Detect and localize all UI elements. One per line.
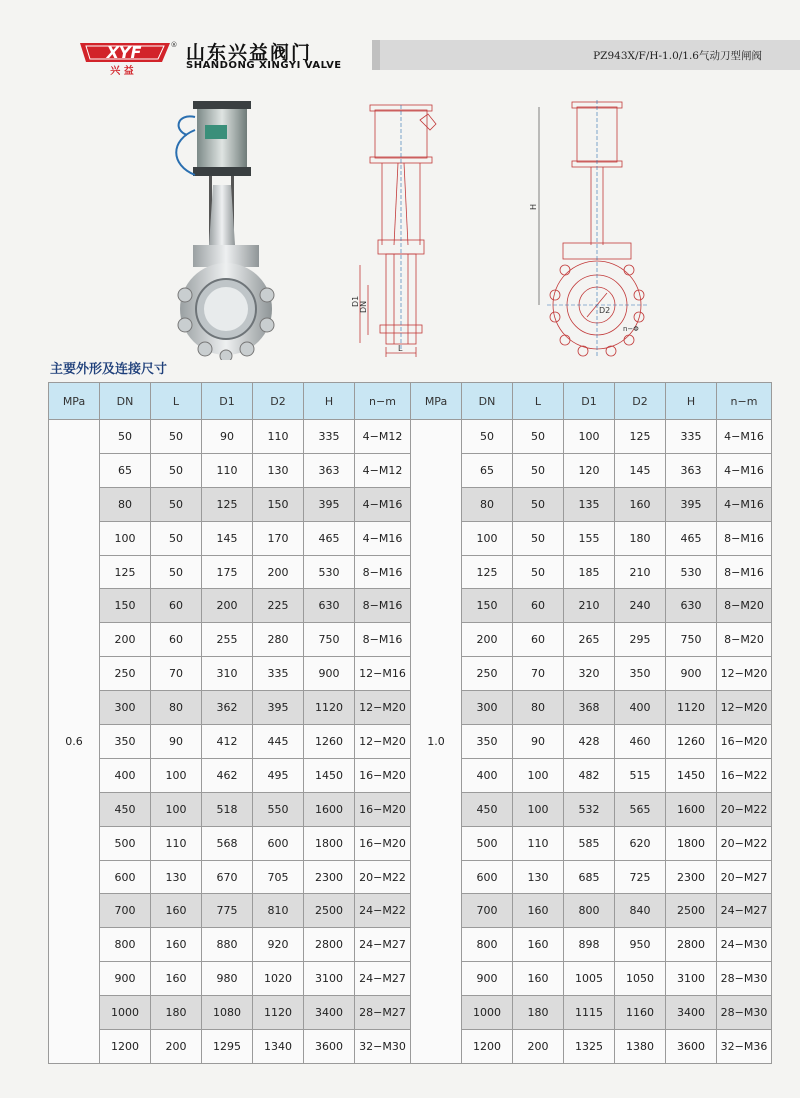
table-cell: 500 [462,826,513,860]
column-header: H [666,383,717,420]
title-band-accent [372,40,380,70]
table-cell: 65 [462,453,513,487]
table-cell: 200 [513,1030,564,1064]
table-row [49,1030,772,1064]
table-cell: 28−M30 [717,996,772,1030]
table-cell: 90 [151,725,202,759]
table-cell: 50 [513,453,564,487]
table-row [49,725,772,759]
column-header: DN [100,383,151,420]
table-cell: 460 [615,725,666,759]
table-cell: 110 [513,826,564,860]
table-cell: 1450 [666,758,717,792]
table-cell: 500 [100,826,151,860]
table-cell: 110 [202,453,253,487]
table-cell: 180 [151,996,202,1030]
table-cell: 750 [304,623,355,657]
table-cell: 445 [253,725,304,759]
table-cell: 335 [253,657,304,691]
table-cell: 250 [100,657,151,691]
table-cell: 920 [253,928,304,962]
table-cell: 150 [253,487,304,521]
table-cell: 840 [615,894,666,928]
table-cell: 412 [202,725,253,759]
table-cell: 70 [151,657,202,691]
table-cell: 1050 [615,962,666,996]
table-cell: 200 [151,1030,202,1064]
brand-name-en: SHANDONG XINGYI VALVE [186,60,342,71]
table-cell: 900 [666,657,717,691]
table-cell: 300 [462,691,513,725]
table-cell: 50 [151,555,202,589]
column-header: L [513,383,564,420]
table-cell: 400 [100,758,151,792]
table-cell: 1260 [304,725,355,759]
table-cell: 8−M16 [355,555,411,589]
table-cell: 280 [253,623,304,657]
table-cell: 50 [100,420,151,454]
table-cell: 515 [615,758,666,792]
label-d2: D2 [599,306,611,315]
table-cell: 1325 [564,1030,615,1064]
table-cell: 3100 [666,962,717,996]
table-cell: 565 [615,792,666,826]
table-cell: 100 [151,758,202,792]
table-row [49,487,772,521]
table-cell: 1600 [666,792,717,826]
dimensions-table [48,382,772,1064]
table-cell: 550 [253,792,304,826]
table-cell: 50 [151,521,202,555]
table-cell: 495 [253,758,304,792]
table-cell: 50 [151,487,202,521]
column-header: n−m [355,383,411,420]
table-cell: 125 [462,555,513,589]
table-cell: 1120 [666,691,717,725]
table-cell: 368 [564,691,615,725]
table-row [49,928,772,962]
table-cell: 1080 [202,996,253,1030]
table-row [49,521,772,555]
table-cell: 60 [151,623,202,657]
table-cell: 180 [615,521,666,555]
table-header-row [49,383,772,420]
table-cell: 50 [513,521,564,555]
table-cell: 1000 [462,996,513,1030]
table-cell: 100 [100,521,151,555]
product-title: PZ943X/F/H-1.0/1.6气动刀型闸阀 [593,50,762,62]
table-cell: 80 [462,487,513,521]
table-row [49,894,772,928]
table-cell: 2800 [666,928,717,962]
table-cell: 898 [564,928,615,962]
table-cell: 1450 [304,758,355,792]
table-cell: 20−M27 [717,860,772,894]
table-cell: 3400 [666,996,717,1030]
table-cell: 600 [462,860,513,894]
table-cell: 130 [253,453,304,487]
table-cell: 450 [100,792,151,826]
table-cell: 4−M12 [355,420,411,454]
table-cell: 350 [100,725,151,759]
table-cell: 125 [100,555,151,589]
table-cell: 465 [304,521,355,555]
table-cell: 225 [253,589,304,623]
table-cell: 320 [564,657,615,691]
table-cell: 1200 [462,1030,513,1064]
table-cell: 100 [513,792,564,826]
table-cell: 180 [513,996,564,1030]
table-cell: 685 [564,860,615,894]
table-cell: 620 [615,826,666,860]
table-cell: 24−M22 [355,894,411,928]
table-cell: 810 [253,894,304,928]
table-cell: 90 [202,420,253,454]
table-cell: 145 [615,453,666,487]
pressure-cell-left: 0.6 [49,420,100,1064]
table-cell: 150 [100,589,151,623]
table-cell: 80 [100,487,151,521]
table-cell: 1600 [304,792,355,826]
table-cell: 2300 [666,860,717,894]
front-view-drawing [525,95,650,360]
table-row [49,758,772,792]
table-cell: 110 [151,826,202,860]
table-cell: 20−M22 [717,826,772,860]
table-cell: 630 [304,589,355,623]
table-cell: 462 [202,758,253,792]
table-cell: 2500 [304,894,355,928]
table-cell: 50 [462,420,513,454]
table-row [49,657,772,691]
table-cell: 175 [202,555,253,589]
table-cell: 775 [202,894,253,928]
table-row [49,860,772,894]
column-header: L [151,383,202,420]
label-n-phi: n−Φ [623,325,639,333]
table-cell: 170 [253,521,304,555]
table-cell: 50 [513,487,564,521]
table-cell: 363 [666,453,717,487]
table-cell: 24−M27 [355,962,411,996]
column-header: H [304,383,355,420]
label-d1: D1 [351,295,360,307]
table-cell: 8−M16 [355,589,411,623]
column-header: n−m [717,383,772,420]
table-cell: 530 [304,555,355,589]
table-cell: 518 [202,792,253,826]
table-row [49,453,772,487]
table-cell: 1000 [100,996,151,1030]
table-cell: 24−M30 [717,928,772,962]
table-cell: 880 [202,928,253,962]
table-cell: 160 [151,928,202,962]
table-cell: 568 [202,826,253,860]
table-cell: 1120 [253,996,304,1030]
table-cell: 50 [513,420,564,454]
table-cell: 32−M30 [355,1030,411,1064]
table-cell: 90 [513,725,564,759]
table-cell: 130 [513,860,564,894]
table-cell: 50 [151,453,202,487]
table-cell: 135 [564,487,615,521]
table-cell: 60 [513,589,564,623]
table-cell: 210 [615,555,666,589]
table-cell: 350 [462,725,513,759]
table-cell: 950 [615,928,666,962]
table-cell: 363 [304,453,355,487]
table-cell: 200 [100,623,151,657]
table-cell: 155 [564,521,615,555]
table-cell: 335 [304,420,355,454]
column-header: D1 [202,383,253,420]
table-cell: 725 [615,860,666,894]
table-cell: 750 [666,623,717,657]
table-cell: 705 [253,860,304,894]
table-cell: 8−M16 [717,521,772,555]
table-cell: 450 [462,792,513,826]
table-cell: 630 [666,589,717,623]
table-cell: 482 [564,758,615,792]
table-cell: 362 [202,691,253,725]
table-cell: 400 [615,691,666,725]
table-cell: 200 [253,555,304,589]
table-cell: 125 [615,420,666,454]
table-row [49,826,772,860]
table-cell: 125 [202,487,253,521]
table-cell: 900 [304,657,355,691]
registered-mark: ® [170,41,178,49]
table-cell: 1260 [666,725,717,759]
table-cell: 160 [151,894,202,928]
table-cell: 3100 [304,962,355,996]
xyf-logo [78,38,178,78]
table-cell: 255 [202,623,253,657]
table-cell: 1340 [253,1030,304,1064]
table-cell: 2800 [304,928,355,962]
table-cell: 60 [513,623,564,657]
table-cell: 700 [100,894,151,928]
table-cell: 100 [564,420,615,454]
table-cell: 100 [151,792,202,826]
table-cell: 395 [253,691,304,725]
table-cell: 600 [253,826,304,860]
table-row [49,589,772,623]
table-row [49,691,772,725]
table-cell: 265 [564,623,615,657]
table-cell: 900 [100,962,151,996]
table-cell: 4−M16 [355,487,411,521]
table-cell: 1120 [304,691,355,725]
logo-text: XYF [106,43,142,62]
table-cell: 980 [202,962,253,996]
column-header: D1 [564,383,615,420]
table-cell: 600 [100,860,151,894]
table-cell: 1115 [564,996,615,1030]
table-cell: 1160 [615,996,666,1030]
table-cell: 28−M27 [355,996,411,1030]
table-cell: 1295 [202,1030,253,1064]
table-cell: 532 [564,792,615,826]
table-cell: 1800 [666,826,717,860]
brand-name-cn: 山东兴益阀门 [186,42,313,64]
table-cell: 3400 [304,996,355,1030]
table-cell: 2500 [666,894,717,928]
table-cell: 1005 [564,962,615,996]
table-cell: 24−M27 [355,928,411,962]
table-row [49,420,772,454]
table-cell: 60 [151,589,202,623]
table-cell: 80 [151,691,202,725]
table-cell: 120 [564,453,615,487]
label-h: H [529,203,538,210]
table-cell: 185 [564,555,615,589]
table-cell: 8−M16 [717,555,772,589]
table-cell: 160 [615,487,666,521]
table-cell: 20−M22 [717,792,772,826]
table-cell: 12−M20 [717,657,772,691]
table-cell: 310 [202,657,253,691]
column-header: DN [462,383,513,420]
table-cell: 160 [513,894,564,928]
table-cell: 16−M20 [355,792,411,826]
table-cell: 8−M16 [355,623,411,657]
table-cell: 428 [564,725,615,759]
table-cell: 900 [462,962,513,996]
section-title: 主要外形及连接尺寸 [50,362,168,377]
table-cell: 130 [151,860,202,894]
table-cell: 160 [513,962,564,996]
table-cell: 3600 [304,1030,355,1064]
table-cell: 110 [253,420,304,454]
table-row [49,623,772,657]
table-cell: 1200 [100,1030,151,1064]
valve-photo [165,95,290,360]
table-cell: 400 [462,758,513,792]
table-cell: 28−M30 [717,962,772,996]
table-cell: 24−M27 [717,894,772,928]
table-cell: 12−M16 [355,657,411,691]
table-cell: 20−M22 [355,860,411,894]
table-cell: 350 [615,657,666,691]
table-cell: 800 [564,894,615,928]
table-cell: 4−M16 [717,453,772,487]
table-row [49,962,772,996]
table-cell: 12−M20 [355,691,411,725]
table-cell: 530 [666,555,717,589]
table-row [49,555,772,589]
table-cell: 16−M20 [355,758,411,792]
table-cell: 300 [100,691,151,725]
table-cell: 250 [462,657,513,691]
column-header: MPa [49,383,100,420]
table-cell: 3600 [666,1030,717,1064]
table-row [49,996,772,1030]
table-cell: 160 [151,962,202,996]
table-cell: 145 [202,521,253,555]
table-cell: 12−M20 [355,725,411,759]
side-view-drawing [350,95,450,360]
table-cell: 240 [615,589,666,623]
table-cell: 295 [615,623,666,657]
table-cell: 150 [462,589,513,623]
table-cell: 12−M20 [717,691,772,725]
table-cell: 800 [100,928,151,962]
table-cell: 80 [513,691,564,725]
table-cell: 70 [513,657,564,691]
table-cell: 465 [666,521,717,555]
table-cell: 100 [462,521,513,555]
table-cell: 4−M16 [355,521,411,555]
table-cell: 2300 [304,860,355,894]
table-cell: 4−M16 [717,420,772,454]
table-cell: 200 [462,623,513,657]
table-cell: 700 [462,894,513,928]
table-cell: 160 [513,928,564,962]
table-cell: 200 [202,589,253,623]
table-cell: 16−M20 [355,826,411,860]
logo-sub: 兴 益 [110,66,134,77]
table-cell: 4−M12 [355,453,411,487]
table-cell: 585 [564,826,615,860]
table-cell: 8−M20 [717,589,772,623]
table-cell: 100 [513,758,564,792]
pressure-cell-right: 1.0 [411,420,462,1064]
table-cell: 395 [304,487,355,521]
table-cell: 1020 [253,962,304,996]
table-cell: 16−M22 [717,758,772,792]
table-cell: 50 [513,555,564,589]
table-row [49,792,772,826]
table-cell: 4−M16 [717,487,772,521]
column-header: MPa [411,383,462,420]
table-cell: 395 [666,487,717,521]
table-cell: 1800 [304,826,355,860]
table-cell: 50 [151,420,202,454]
table-cell: 32−M36 [717,1030,772,1064]
column-header: D2 [615,383,666,420]
table-cell: 210 [564,589,615,623]
table-cell: 670 [202,860,253,894]
label-l: L [398,344,403,353]
table-cell: 16−M20 [717,725,772,759]
table-cell: 335 [666,420,717,454]
column-header: D2 [253,383,304,420]
label-dn: DN [359,300,368,313]
table-cell: 800 [462,928,513,962]
title-band [372,40,800,70]
table-cell: 65 [100,453,151,487]
table-cell: 8−M20 [717,623,772,657]
table-cell: 1380 [615,1030,666,1064]
